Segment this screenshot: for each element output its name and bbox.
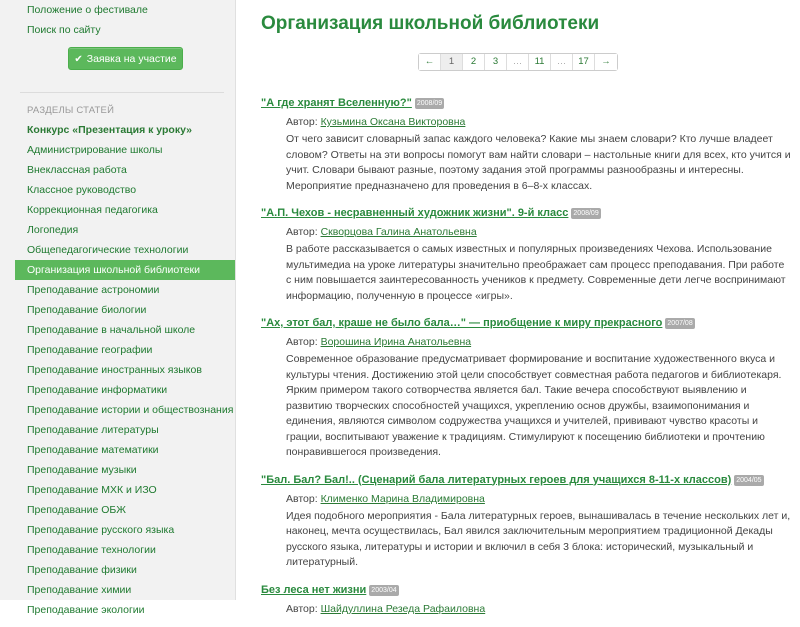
- pager-page[interactable]: 11: [529, 54, 551, 70]
- article-list: [261, 95, 791, 627]
- sidebar-item[interactable]: Преподавание истории и обществознания: [27, 404, 234, 416]
- article-description: От чего зависит словарный запас каждого человека? Какие мы знаем словари? Кто лучше владеет словом? Ответы на эти вопросы помогут вам найти словари – настольные книги для всех, кто учится и учит. Словари бывают разные, поэтому задания этой программы разнообразны и интересны. Мероприятие предназначено для проведения в 6–8-х классах.: [286, 133, 791, 192]
- sidebar-item[interactable]: Организация школьной библиотеки: [15, 260, 235, 280]
- author-prefix: Автор:: [286, 492, 321, 505]
- pager-page[interactable]: 1: [441, 54, 463, 70]
- article-item: [261, 95, 791, 194]
- sidebar-item[interactable]: Преподавание русского языка: [27, 524, 175, 536]
- article-title-link[interactable]: "Ах, этот бал, краше не было бала…" — приобщение к миру прекрасного: [261, 317, 663, 329]
- sidebar-item[interactable]: Преподавание информатики: [27, 384, 168, 396]
- author-link[interactable]: Шайдуллина Резеда Рафаиловна: [320, 602, 486, 615]
- apply-button[interactable]: [68, 47, 183, 70]
- sidebar-item[interactable]: Администрирование школы: [27, 144, 163, 156]
- sidebar-divider: [20, 92, 224, 93]
- sidebar-link-festival-rules[interactable]: Положение о фестивале: [27, 4, 148, 16]
- author-prefix: Автор:: [286, 116, 321, 128]
- author-prefix: Автор:: [286, 602, 321, 615]
- sidebar-sections-list: [0, 120, 235, 620]
- sidebar-link-site-search[interactable]: Поиск по сайту: [27, 24, 101, 36]
- pager-page[interactable]: 17: [573, 54, 595, 70]
- sections-heading: РАЗДЕЛЫ СТАТЕЙ: [27, 105, 115, 116]
- article-date-badge: 2007/08: [667, 320, 693, 327]
- article-author: [261, 602, 791, 616]
- article-author: [261, 335, 791, 349]
- sidebar: [0, 0, 236, 616]
- sidebar-item[interactable]: Классное руководство: [27, 184, 137, 196]
- article-date-badge: 2003/04: [371, 586, 397, 594]
- pagination: [418, 53, 618, 71]
- article-item: [261, 315, 791, 461]
- pager-next-icon[interactable]: →: [595, 54, 617, 70]
- article-title-row: [261, 95, 791, 111]
- sidebar-item[interactable]: Коррекционная педагогика: [27, 204, 158, 216]
- article-item: [261, 582, 791, 616]
- article-date-badge: 2008/09: [573, 210, 599, 217]
- page-title: Организация школьной библиотеки: [261, 13, 600, 34]
- sidebar-item[interactable]: Преподавание географии: [27, 344, 153, 356]
- sidebar-item[interactable]: Общепедагогические технологии: [27, 244, 189, 256]
- article-title-link[interactable]: Без леса нет жизни: [261, 583, 367, 596]
- article-author: [261, 492, 791, 506]
- article-item: [261, 205, 791, 304]
- sidebar-item[interactable]: Внеклассная работа: [27, 164, 127, 176]
- article-title-row: [261, 205, 791, 221]
- author-prefix: Автор:: [286, 226, 321, 238]
- article-title-link[interactable]: "А.П. Чехов - несравненный художник жизни". 9-й класс: [261, 207, 569, 219]
- author-link[interactable]: Кузьмина Оксана Викторовна: [320, 116, 466, 128]
- sidebar-item[interactable]: Преподавание математики: [27, 444, 159, 456]
- author-link[interactable]: Скворцова Галина Анатольевна: [320, 226, 477, 238]
- apply-button-wrap: [0, 47, 235, 87]
- pager-page[interactable]: 2: [463, 54, 485, 70]
- sidebar-item[interactable]: Конкурс «Презентация к уроку»: [27, 124, 193, 136]
- sidebar-item[interactable]: Преподавание литературы: [27, 424, 159, 436]
- sidebar-item[interactable]: Преподавание технологии: [27, 544, 156, 556]
- sidebar-item[interactable]: Преподавание музыки: [27, 464, 137, 476]
- pager-ellipsis: …: [551, 54, 573, 70]
- article-title-link[interactable]: "Бал. Бал? Бал!.. (Сценарий бала литературных героев для учащихся 8-11-х классов): [261, 473, 732, 486]
- article-item: [261, 472, 791, 571]
- sidebar-item[interactable]: Преподавание экологии: [27, 604, 145, 616]
- article-description: Идея подобного мероприятия - Бала литературных героев, вынашивалась в течение нескольких лет и, наконец, мечта осуществилась, Бал явился заключительным мероприятием традиционной Декады русского языка, литературы и истории и включил в себя 3 блока: исторический, музыкальный и литературный.: [286, 509, 791, 568]
- article-title-link[interactable]: "А где хранят Вселенную?": [261, 97, 412, 109]
- sidebar-item[interactable]: Преподавание МХК и ИЗО: [27, 484, 157, 496]
- article-date-badge: 2004/05: [736, 476, 762, 484]
- pager-page[interactable]: 3: [485, 54, 507, 70]
- pager-prev-icon[interactable]: ←: [419, 54, 441, 70]
- sidebar-item[interactable]: Преподавание биологии: [27, 304, 147, 316]
- sidebar-item[interactable]: Преподавание иностранных языков: [27, 364, 202, 376]
- sidebar-item[interactable]: Преподавание ОБЖ: [27, 504, 126, 516]
- article-description: В работе рассказывается о самых известных и популярных произведениях Чехова. Использование мультимедиа на уроке литературы значительно преображает сам процесс преподавания. При работе с ним повышается заинтересованность учеников к предмету. Современные дети легче воспринимают информацию, полученную в процессе «игры».: [286, 243, 786, 302]
- sidebar-item[interactable]: Логопедия: [27, 224, 79, 236]
- article-description: Современное образование предусматривает формирование и воспитание художественного вкуса и культуры чтения. Достижению этой цели способствует совместная работа педагогов и библиотекаря. Ярким примером такого сотворчества является бал. Такие вечера способствуют выявлению и развитию творческих способностей учащихся, укреплению основ дружбы, взаимопонимания и единения, являются символом содружества учащихся и учителей, прививают чувство красоты и грации, воспитывают уважение к традициям. Стимулируют к посещению библиотеки и прочтению понравившегося произведения.: [286, 353, 782, 458]
- checkmark-icon: ✔: [74, 54, 83, 65]
- author-prefix: Автор:: [286, 336, 321, 348]
- article-title-row: [261, 315, 791, 331]
- apply-button-label: Заявка на участие: [86, 53, 177, 65]
- article-author: [261, 115, 791, 129]
- sidebar-item[interactable]: Преподавание химии: [27, 584, 132, 596]
- author-link[interactable]: Ворошина Ирина Анатольевна: [320, 336, 472, 348]
- sidebar-item[interactable]: Преподавание в начальной школе: [27, 324, 196, 336]
- article-author: [261, 225, 791, 239]
- author-link[interactable]: Клименко Марина Владимировна: [320, 492, 485, 505]
- article-title-row: [261, 582, 791, 598]
- main-content: [236, 0, 800, 615]
- pager-ellipsis: …: [507, 54, 529, 70]
- sidebar-item[interactable]: Преподавание физики: [27, 564, 137, 576]
- article-title-row: [261, 472, 791, 488]
- sidebar-top-links: [0, 0, 235, 40]
- sidebar-item[interactable]: Преподавание астрономии: [27, 284, 160, 296]
- article-date-badge: 2008/09: [416, 100, 443, 107]
